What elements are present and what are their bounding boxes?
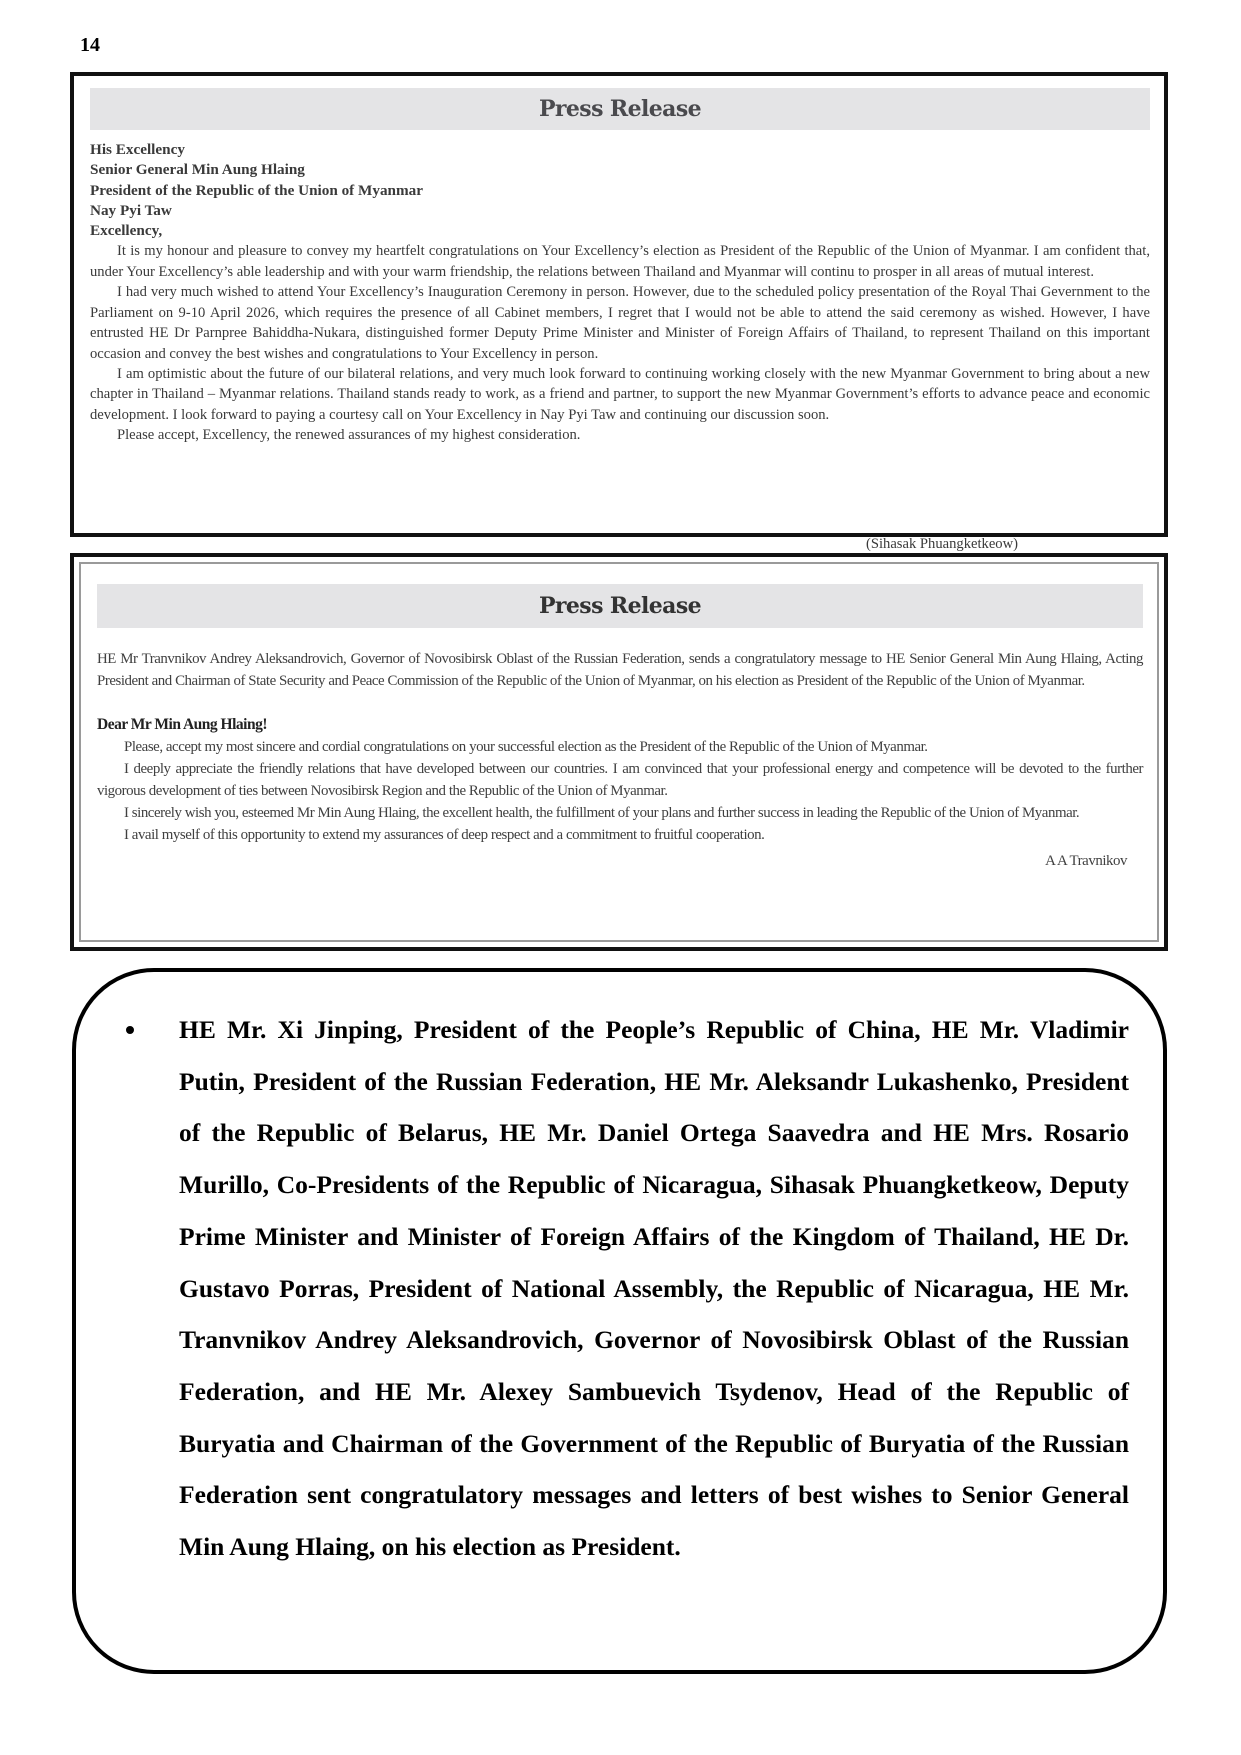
signatory-name: A A Travnikov (1045, 853, 1127, 869)
press-release-header: Press Release (97, 584, 1143, 628)
address-line: Nay Pyi Taw (90, 201, 172, 219)
press-release-novosibirsk (70, 553, 1168, 951)
salutation: Dear Mr Min Aung Hlaing! (97, 716, 267, 733)
letter-body (90, 241, 1150, 445)
address-block (90, 140, 1150, 241)
signatory-name: (Sihasak Phuangketkeow) (866, 536, 1018, 552)
summary-list-item (106, 1004, 1129, 1573)
press-release-inner-frame (79, 562, 1159, 942)
letter-paragraph: It is my honour and pleasure to convey my heartfelt congratulations on Your Excellency’s election as President of the Republic of the Union of Myanmar. I am confident that, under Your Excellency’s able leadership and with your warm friendship, the relations between Thailand and Myanmar will continu to prosper in all areas of mutual interest. (90, 243, 1150, 280)
letter-paragraph: I avail myself of this opportunity to extend my assurances of deep respect and a commitment to fruitful cooperation. (124, 827, 765, 843)
bullet-icon (126, 1026, 134, 1034)
letter-paragraph: I deeply appreciate the friendly relations that have developed between our countries. I am convinced that your professional energy and competence will be devoted to the further vigorous development of ties between Novosibirsk Region and the Republic of the Union of Myanmar. (97, 761, 1143, 799)
salutation: Excellency, (90, 222, 163, 240)
address-line: Senior General Min Aung Hlaing (90, 161, 305, 179)
letter-paragraph: I sincerely wish you, esteemed Mr Min Aung Hlaing, the excellent health, the fulfillment of your plans and further success in leading the Republic of the Union of Myanmar. (124, 805, 1080, 821)
address-line: His Excellency (90, 141, 185, 158)
letter-paragraph: Please accept, Excellency, the renewed assurances of my highest consideration. (117, 427, 581, 444)
summary-list (106, 1004, 1129, 1573)
press-release-header: Press Release (90, 88, 1150, 130)
press-release-thailand (70, 72, 1168, 552)
letter-body (97, 736, 1143, 872)
press-release-intro (97, 648, 1143, 692)
letter-paragraph: I had very much wished to attend Your Excellency’s Inauguration Ceremony in person. However, due to the scheduled policy presentation of the Royal Thai Gevernment to the Parliament on 9-10 April 2026, which requires the presence of all Cabinet members, I regret that I would not be able to attend the said ceremony as wished. However, I have entrusted HE Dr Parnpree Bahiddha-Nukara, distinguished former Deputy Prime Minister and Minister of Foreign Affairs of Thailand, to represent Thailand on this important occasion and convey the best wishes and congratulations to Your Excellency in person. (90, 284, 1150, 362)
summary-text: HE Mr. Xi Jinping, President of the People’s Republic of China, HE Mr. Vladimir Putin, President of the Russian Federation, HE Mr. Aleksandr Lukashenko, President of the Republic of Belarus, HE Mr. Daniel Ortega Saavedra and HE Mrs. Rosario Murillo, Co-Presidents of the Republic of Nicaragua, Sihasak Phuangketkeow, Deputy Prime Minister and Minister of Foreign Affairs of the Kingdom of Thailand, HE Dr. Gustavo Porras, President of National Assembly, the Republic of Nicaragua, HE Mr. Tranvnikov Andrey Aleksandrovich, Governor of Novosibirsk Oblast of the Russian Federation, and HE Mr. Alexey Sambuevich Tsydenov, Head of the Republic of Buryatia and Chairman of the Government of the Republic of Buryatia of the Russian Federation sent congratulatory messages and letters of best wishes to Senior General Min Aung Hlaing, on his election as President. (179, 1015, 1129, 1562)
letter-paragraph: I am optimistic about the future of our bilateral relations, and very much look forward to continuing working closely with the new Myanmar Government to bring about a new chapter in Thailand – Myanmar relations. Thailand stands ready to work, as a friend and partner, to support the new Myanmar Government’s efforts to advance peace and economic development. I look forward to paying a courtesy call on Your Excellency in Nay Pyi Taw and continuing our discussion soon. (90, 365, 1150, 423)
page-number: 14 (80, 34, 100, 56)
intro-paragraph: HE Mr Tranvnikov Andrey Aleksandrovich, Governor of Novosibirsk Oblast of the Russian Federation, sends a congratulatory message to HE Senior General Min Aung Hlaing, Acting President and Chairman of State Security and Peace Commission of the Republic of the Union of Myanmar, on his election as President of the Republic of the Union of Myanmar. (97, 651, 1143, 689)
address-line: President of the Republic of the Union of Myanmar (90, 181, 423, 199)
letter-paragraph: Please, accept my most sincere and cordial congratulations on your successful election as the President of the Republic of the Union of Myanmar. (124, 739, 928, 755)
summary-box (72, 968, 1167, 1674)
